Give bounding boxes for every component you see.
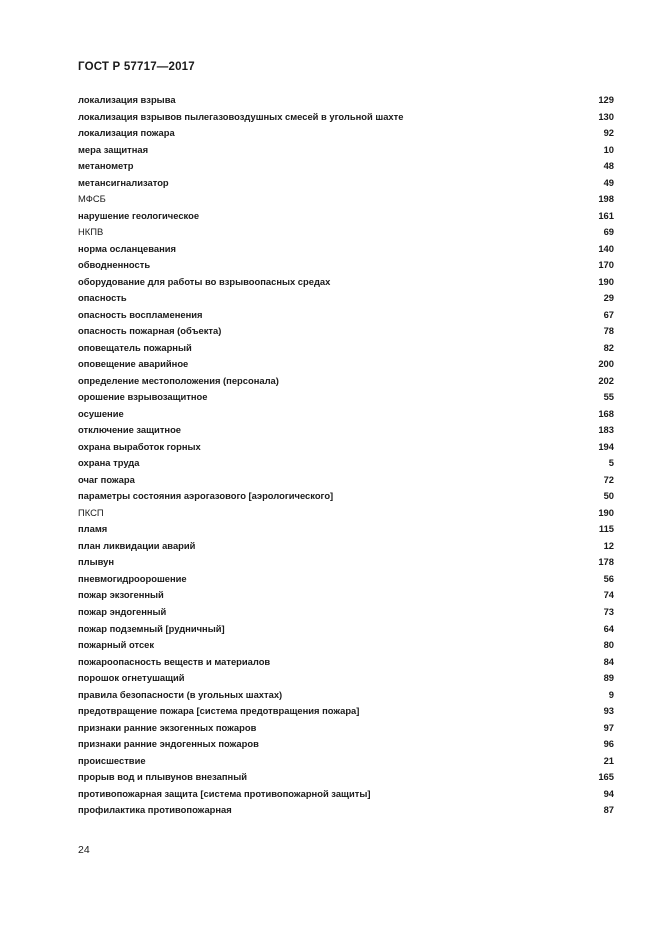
index-term: пожарный отсек (78, 639, 155, 651)
index-entry (78, 439, 614, 456)
index-term: ПКСП (78, 506, 104, 518)
index-term: опасность пожарная (объекта) (78, 325, 222, 337)
index-entry (78, 340, 614, 357)
index-entry (78, 736, 614, 753)
index-page-ref: 200 (598, 358, 614, 370)
index-page-ref: 21 (603, 754, 614, 766)
index-term: оповещатель пожарный (78, 341, 192, 353)
index-entry (78, 538, 614, 555)
index-entry (78, 406, 614, 423)
index-entry (78, 637, 614, 654)
index-entry (78, 158, 614, 175)
index-page-ref: 73 (603, 605, 614, 617)
index-term: очаг пожара (78, 473, 135, 485)
index-page-ref: 64 (603, 622, 614, 634)
index-term: МФСБ (78, 193, 106, 205)
index-page-ref: 198 (598, 193, 614, 205)
index-page-ref: 72 (603, 473, 614, 485)
index-page-ref: 87 (603, 804, 614, 816)
index-term: профилактика противопожарная (78, 804, 232, 816)
index-entry (78, 142, 614, 159)
index-term: НКПВ (78, 226, 104, 238)
index-entry (78, 274, 614, 291)
index-entry (78, 621, 614, 638)
index-term: орошение взрывозащитное (78, 391, 208, 403)
index-page-ref: 190 (598, 506, 614, 518)
index-entry (78, 389, 614, 406)
index-page-ref: 129 (598, 94, 614, 105)
index-term: порошок огнетушащий (78, 672, 185, 684)
index-term: мера защитная (78, 143, 149, 155)
index-entry (78, 422, 614, 439)
index-entry (78, 208, 614, 225)
index-entry (78, 125, 614, 142)
index-term: локализация взрыва (78, 94, 176, 105)
index-entry (78, 769, 614, 786)
index-term: норма осланцевания (78, 242, 176, 254)
index-page-ref: 9 (608, 688, 614, 700)
index-term: охрана труда (78, 457, 140, 469)
index-term: оповещение аварийное (78, 358, 189, 370)
index-term: оборудование для работы во взрывоопасных средах (78, 275, 331, 287)
index-page-ref: 168 (598, 407, 614, 419)
index-page-ref: 80 (603, 639, 614, 651)
index-page-ref: 29 (603, 292, 614, 304)
index-term: пожар эндогенный (78, 605, 167, 617)
index-page-ref: 140 (598, 242, 614, 254)
index-entry (78, 191, 614, 208)
index-term: нарушение геологическое (78, 209, 200, 221)
index-entry (78, 241, 614, 258)
index-page-ref: 97 (603, 721, 614, 733)
index-entry (78, 175, 614, 192)
index-entry (78, 703, 614, 720)
index-term: пожар экзогенный (78, 589, 164, 601)
index-entry (78, 109, 614, 126)
index-term: обводненность (78, 259, 151, 271)
index-page-ref: 5 (608, 457, 614, 469)
index-entry (78, 687, 614, 704)
index-term: осушение (78, 407, 124, 419)
index-page-ref: 183 (598, 424, 614, 436)
index-term: опасность (78, 292, 127, 304)
index-entry (78, 802, 614, 819)
index-page-ref: 190 (598, 275, 614, 287)
index-term: признаки ранние эндогенных пожаров (78, 738, 259, 750)
index-entry (78, 753, 614, 770)
index-term: локализация пожара (78, 127, 175, 139)
index-page-ref: 50 (603, 490, 614, 502)
index-page-ref: 89 (603, 672, 614, 684)
page-number: 24 (78, 844, 90, 856)
index-entry (78, 521, 614, 538)
index-term: параметры состояния аэрогазового [аэрологического] (78, 490, 334, 502)
index-term: плывун (78, 556, 115, 568)
index-page-ref: 12 (603, 539, 614, 551)
index-page-ref: 130 (598, 110, 614, 122)
index-page-ref: 69 (603, 226, 614, 238)
index-term: метанометр (78, 160, 134, 172)
index-term: предотвращение пожара [система предотвращения пожара] (78, 705, 360, 717)
index-page-ref: 170 (598, 259, 614, 271)
index-term: охрана выработок горных (78, 440, 201, 452)
index-term: пожар подземный [рудничный] (78, 622, 225, 634)
index-term: правила безопасности (в угольных шахтах) (78, 688, 283, 700)
index-entry (78, 472, 614, 489)
index-page-ref: 10 (603, 143, 614, 155)
index-page-ref: 67 (603, 308, 614, 320)
index-term: определение местоположения (персонала) (78, 374, 279, 386)
index-entry (78, 604, 614, 621)
index-entry (78, 720, 614, 737)
index-term: опасность воспламенения (78, 308, 203, 320)
index-page-ref: 202 (598, 374, 614, 386)
index-entry (78, 786, 614, 803)
index-entry (78, 488, 614, 505)
index-entry (78, 587, 614, 604)
index-entry (78, 670, 614, 687)
index-page-ref: 48 (603, 160, 614, 172)
index-entry (78, 92, 614, 109)
index-entry (78, 654, 614, 671)
index-page-ref: 82 (603, 341, 614, 353)
document-header: ГОСТ Р 57717—2017 (78, 61, 195, 73)
index-entry (78, 505, 614, 522)
index-entry (78, 554, 614, 571)
alphabetical-index (78, 92, 614, 819)
index-page-ref: 165 (598, 771, 614, 783)
index-term: локализация взрывов пылегазовоздушных смесей в угольной шахте (78, 110, 404, 122)
index-entry (78, 323, 614, 340)
index-entry (78, 356, 614, 373)
index-page-ref: 74 (603, 589, 614, 601)
index-entry (78, 257, 614, 274)
index-entry (78, 307, 614, 324)
index-page-ref: 93 (603, 705, 614, 717)
index-page-ref: 84 (603, 655, 614, 667)
index-term: план ликвидации аварий (78, 539, 196, 551)
index-term: пожароопасность веществ и материалов (78, 655, 271, 667)
index-term: пневмогидроорошение (78, 572, 187, 584)
index-page-ref: 178 (598, 556, 614, 568)
index-term: метансигнализатор (78, 176, 169, 188)
index-page-ref: 194 (598, 440, 614, 452)
index-page-ref: 56 (603, 572, 614, 584)
index-page-ref: 92 (603, 127, 614, 139)
index-term: пламя (78, 523, 108, 535)
index-term: прорыв вод и плывунов внезапный (78, 771, 247, 783)
index-entry (78, 455, 614, 472)
index-term: признаки ранние экзогенных пожаров (78, 721, 257, 733)
index-page-ref: 49 (603, 176, 614, 188)
index-page-ref: 94 (603, 787, 614, 799)
index-page-ref: 78 (603, 325, 614, 337)
index-page-ref: 96 (603, 738, 614, 750)
index-page-ref: 55 (603, 391, 614, 403)
index-entry (78, 290, 614, 307)
index-term: отключение защитное (78, 424, 182, 436)
index-entry (78, 571, 614, 588)
index-entry (78, 224, 614, 241)
index-page-ref: 161 (598, 209, 614, 221)
index-page-ref: 115 (598, 523, 614, 535)
index-term: происшествие (78, 754, 146, 766)
index-entry (78, 373, 614, 390)
index-term: противопожарная защита [система противопожарной защиты] (78, 787, 371, 799)
